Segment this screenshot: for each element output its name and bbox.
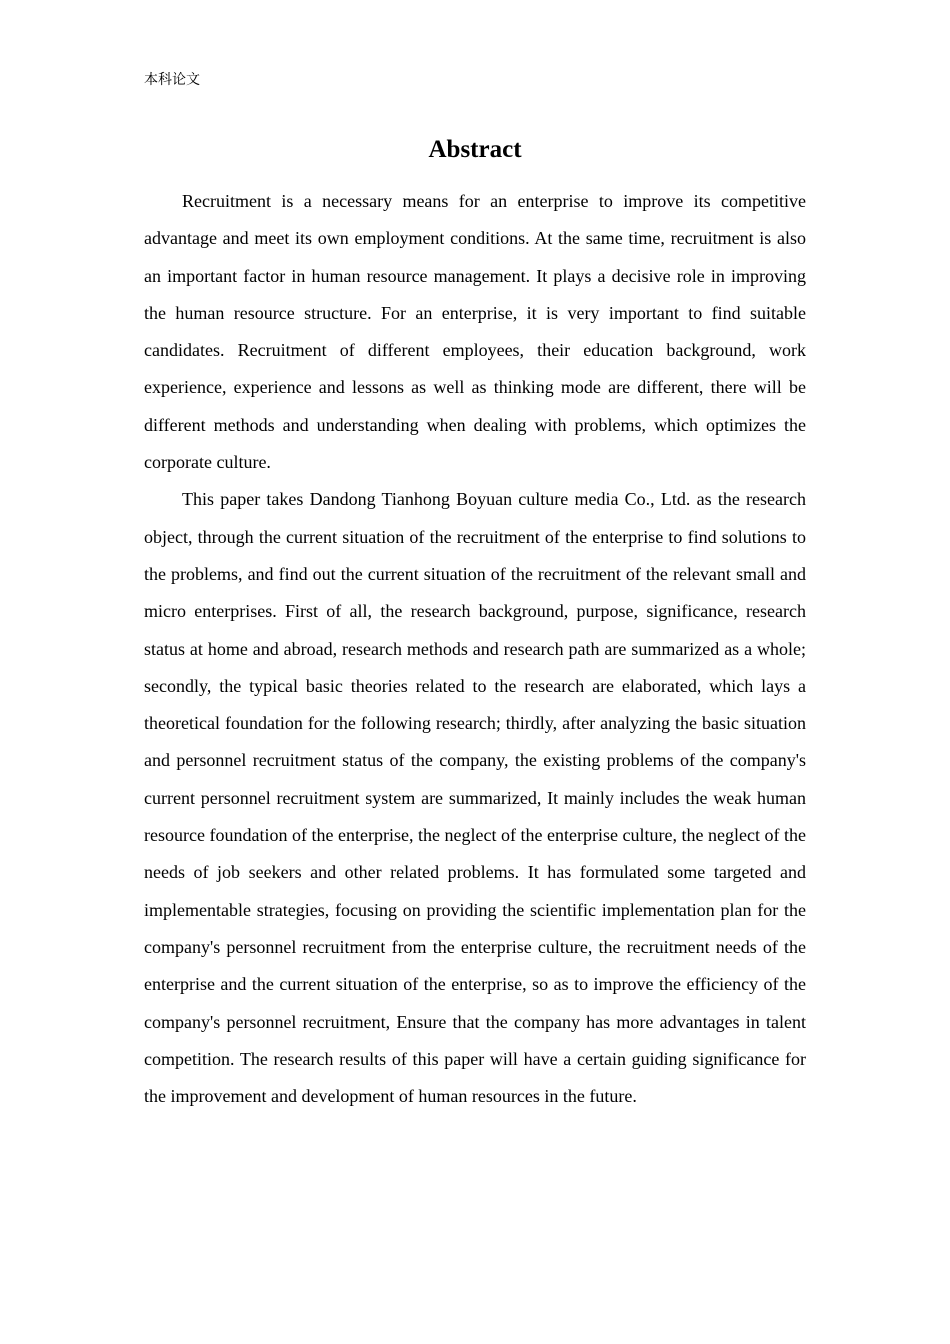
abstract-body	[144, 183, 806, 1115]
running-header: 本科论文	[144, 72, 200, 88]
abstract-paragraph-1: Recruitment is a necessary means for an enterprise to improve its competitive advantage and meet its own employment conditions. At the same time, recruitment is also an important factor in human resource management. It plays a decisive role in improving the human resource structure. For an enterprise, it is very important to find suitable candidates. Recruitment of different employees, their education background, work experience, experience and lessons as well as thinking mode are different, there will be different methods and understanding when dealing with problems, which optimizes the corporate culture.	[144, 191, 806, 473]
abstract-paragraph-2: This paper takes Dandong Tianhong Boyuan culture media Co., Ltd. as the research object, through the current situation of the recruitment of the enterprise to find solutions to the problems, and find out the current situation of the recruitment of the relevant small and micro enterprises. First of all, the research background, purpose, significance, research status at home and abroad, research methods and research path are summarized as a whole; secondly, the typical basic theories related to the research are elaborated, which lays a theoretical foundation for the following research; thirdly, after analyzing the basic situation and personnel recruitment status of the company, the existing problems of the company's current personnel recruitment system are summarized, It mainly includes the weak human resource foundation of the enterprise, the neglect of the enterprise culture, the neglect of the needs of job seekers and other related problems. It has formulated some targeted and implementable strategies, focusing on providing the scientific implementation plan for the company's personnel recruitment from the enterprise culture, the recruitment needs of the enterprise and the current situation of the enterprise, so as to improve the efficiency of the company's personnel recruitment, Ensure that the company has more advantages in talent competition. The research results of this paper will have a certain guiding significance for the improvement and development of human resources in the future.	[144, 489, 806, 1107]
abstract-title: Abstract	[428, 136, 522, 163]
